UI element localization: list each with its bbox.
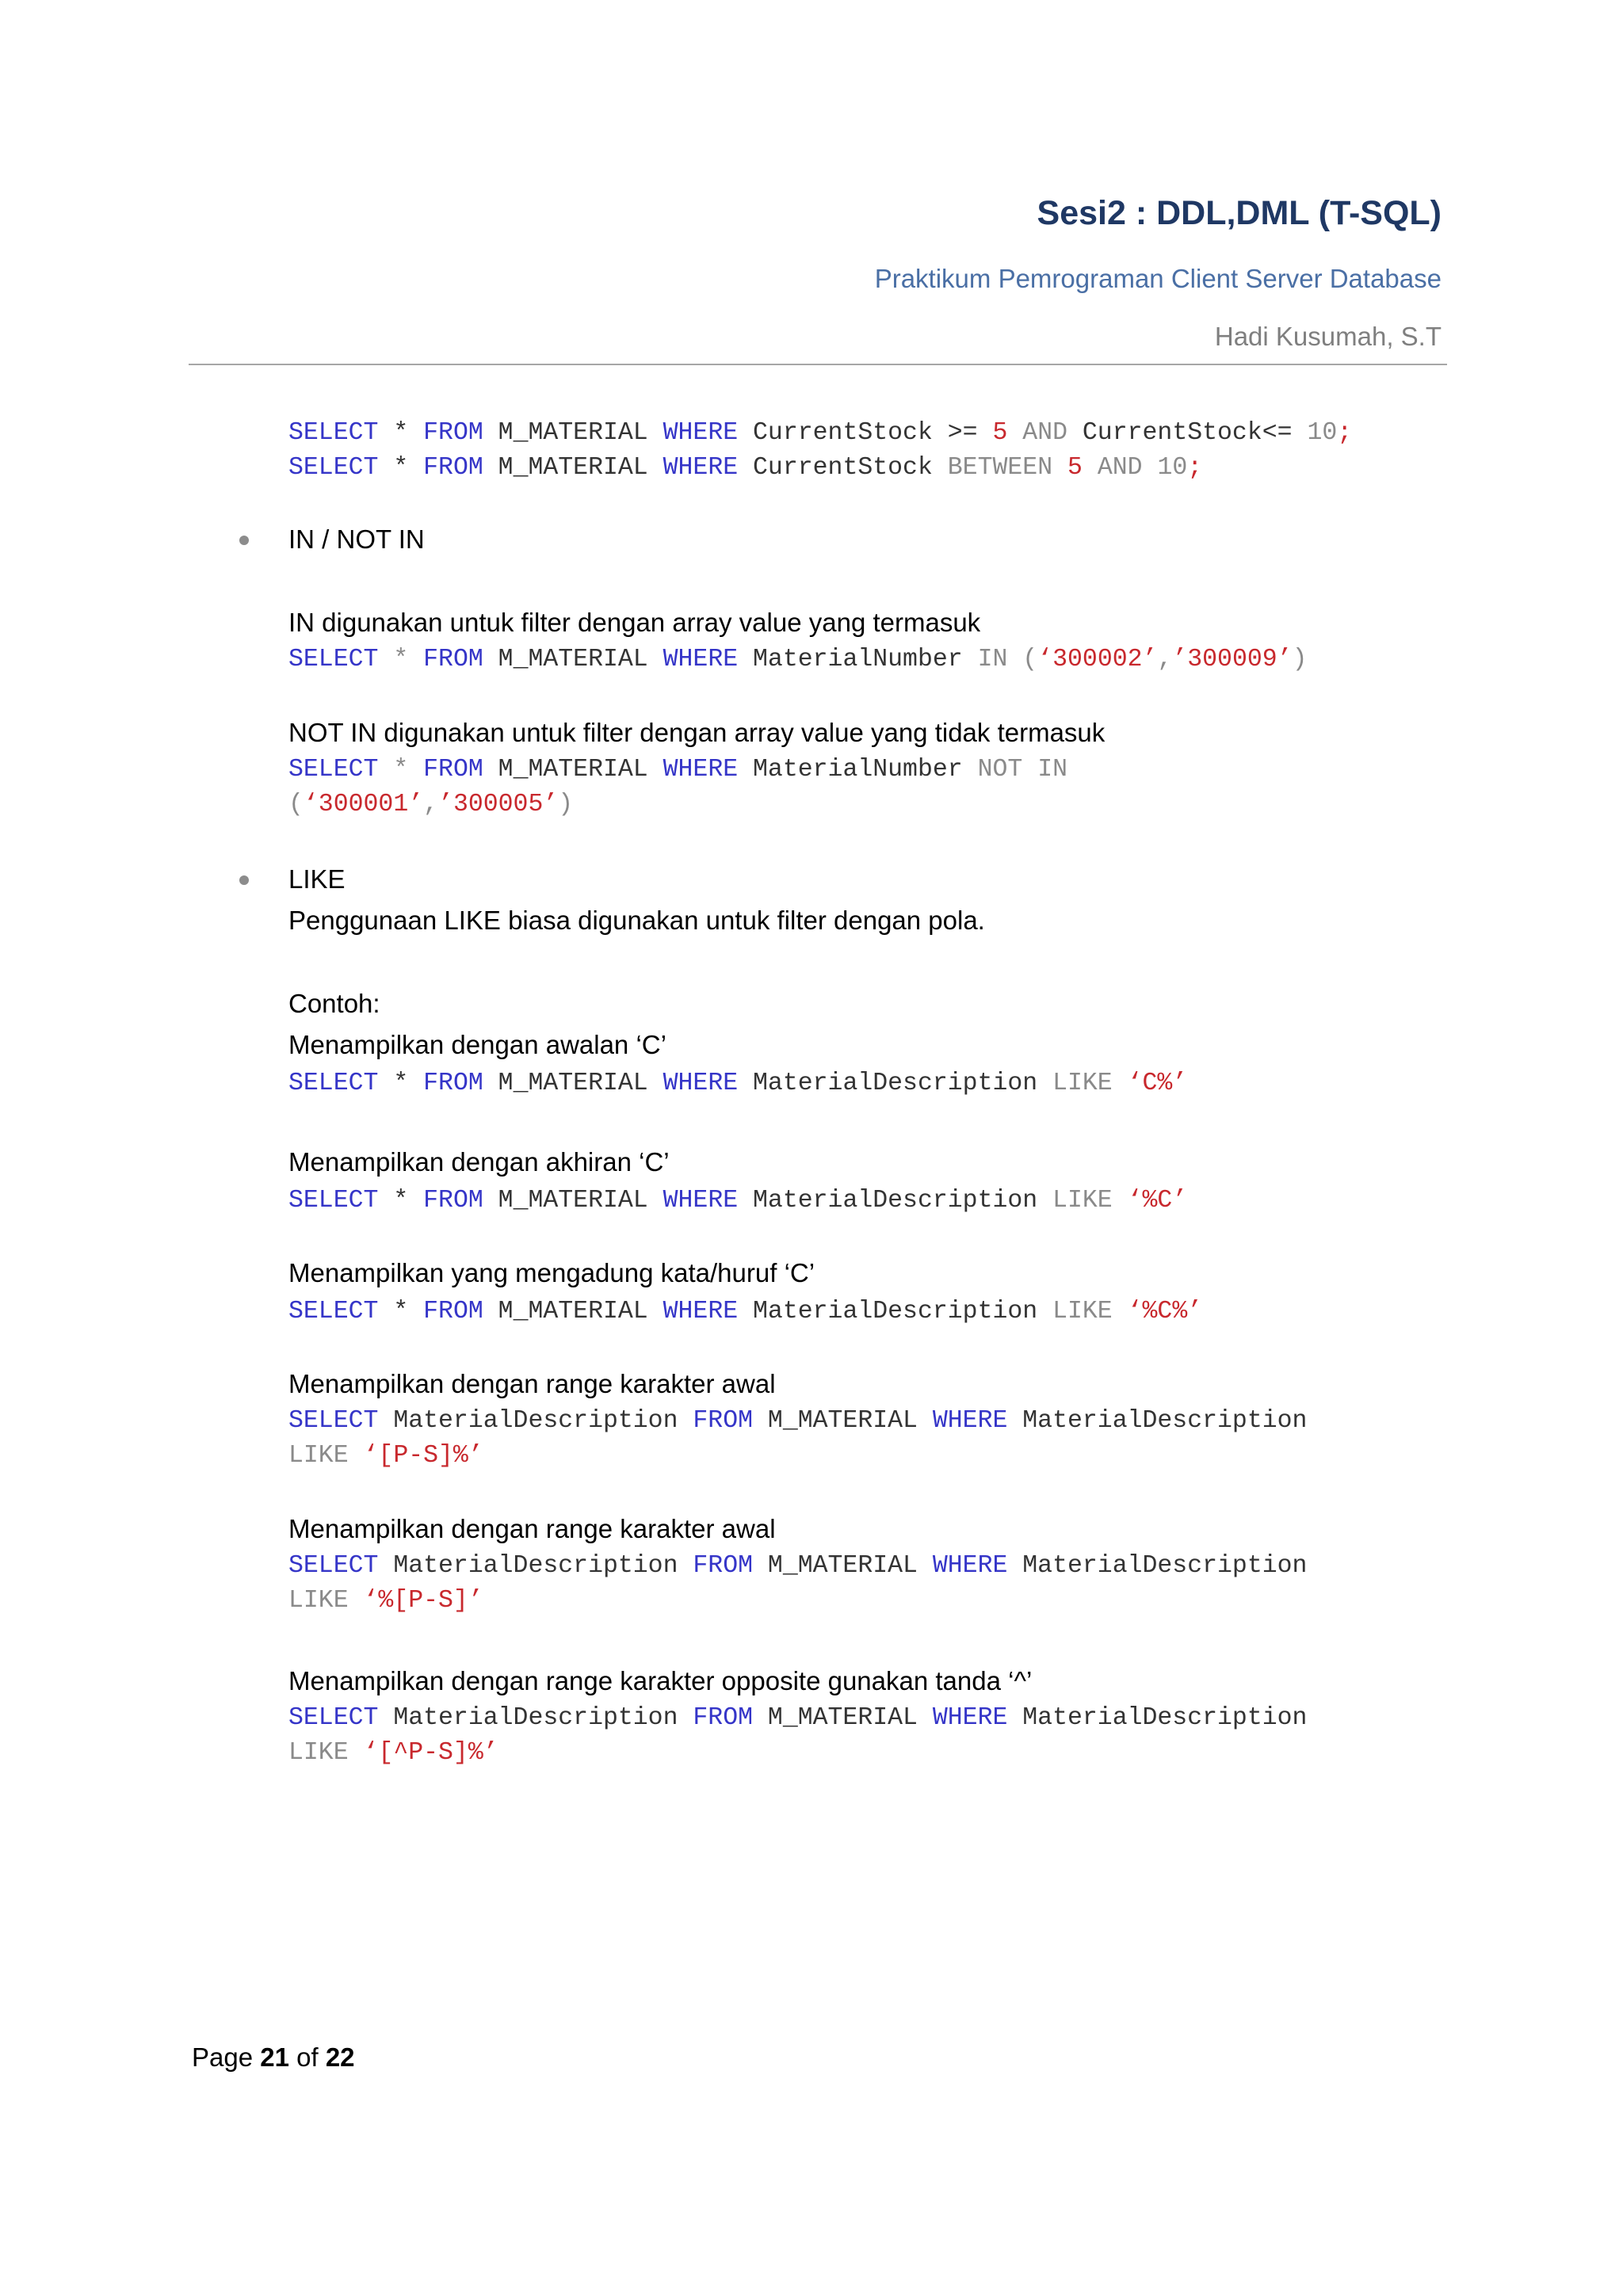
code-line [288, 416, 1352, 451]
code-line [288, 1584, 483, 1619]
code-token: MaterialNumber [738, 756, 978, 784]
code-token: FROM [423, 419, 483, 447]
code-token: WHERE [663, 419, 739, 447]
page-number: 21 [260, 2042, 289, 2072]
code-token: MaterialDescription [1007, 1552, 1308, 1580]
code-token: ‘%C%’ [1127, 1298, 1203, 1325]
paragraph: Menampilkan dengan range karakter awal [288, 1514, 776, 1543]
code-token: * [378, 1070, 424, 1097]
code-token: MaterialDescription [738, 1187, 1053, 1215]
code-token: FROM [693, 1552, 754, 1580]
code-token: ‘300001’ [303, 791, 424, 818]
code-token: WHERE [663, 1070, 739, 1097]
code-token: FROM [693, 1407, 754, 1435]
code-token: ; [1337, 419, 1353, 447]
code-token: LIKE [1052, 1070, 1128, 1097]
code-token: * [378, 1187, 424, 1215]
code-line [288, 788, 573, 822]
code-token: FROM [423, 646, 483, 673]
code-token: M_MATERIAL [753, 1407, 933, 1435]
code-line [288, 1549, 1307, 1584]
code-token: CurrentStock >= [738, 419, 993, 447]
page-prefix: Page [192, 2042, 261, 2072]
code-token: SELECT [288, 1552, 379, 1580]
code-token: CurrentStock<= [1082, 419, 1308, 447]
code-token: SELECT [288, 1407, 379, 1435]
code-token: , [423, 791, 439, 818]
bullet-icon [239, 875, 249, 885]
code-token: SELECT [288, 756, 379, 784]
code-token: CurrentStock [738, 454, 948, 482]
code-token: * [378, 646, 424, 673]
code-line [288, 753, 1067, 788]
code-token: M_MATERIAL [483, 646, 663, 673]
code-line [288, 1439, 483, 1474]
code-line [288, 451, 1202, 486]
bullet-heading: IN / NOT IN [288, 524, 425, 554]
code-token: 5 [992, 419, 1008, 447]
code-token: MaterialDescription [1007, 1704, 1308, 1732]
page-total: 22 [325, 2042, 355, 2072]
code-token: ’300005’ [438, 791, 559, 818]
code-line [288, 1701, 1307, 1736]
code-token: WHERE [663, 756, 739, 784]
code-token: ; [1187, 454, 1203, 482]
code-token: ‘300002’ [1037, 646, 1158, 673]
code-token: LIKE [288, 1442, 364, 1470]
code-token: MaterialNumber [738, 646, 978, 673]
bullet-icon [239, 536, 249, 545]
code-token: WHERE [932, 1552, 1008, 1580]
code-line [288, 1404, 1307, 1439]
code-token: , [1157, 646, 1173, 673]
code-token: LIKE [1052, 1298, 1128, 1325]
paragraph: Menampilkan dengan range karakter opposite gunakan tanda ‘^’ [288, 1666, 1033, 1695]
code-token: MaterialDescription [1007, 1407, 1308, 1435]
code-token: ‘%C’ [1127, 1187, 1188, 1215]
document-title: Sesi2 : DDL,DML (T-SQL) [1037, 194, 1442, 232]
code-token: * [378, 454, 424, 482]
paragraph: Contoh: [288, 989, 380, 1018]
code-token: SELECT [288, 419, 379, 447]
code-token: SELECT [288, 1070, 379, 1097]
paragraph: NOT IN digunakan untuk filter dengan array value yang tidak termasuk [288, 718, 1106, 747]
code-token: 10 [1307, 419, 1338, 447]
code-token: * [378, 1298, 424, 1325]
code-line [288, 643, 1307, 677]
paragraph: Menampilkan dengan akhiran ‘C’ [288, 1147, 670, 1177]
code-token: AND [1007, 419, 1083, 447]
code-token: MaterialDescription [738, 1298, 1053, 1325]
code-token: WHERE [932, 1407, 1008, 1435]
code-token: WHERE [663, 646, 739, 673]
code-token: * [378, 756, 424, 784]
code-token: MaterialDescription [738, 1070, 1053, 1097]
code-token: IN ( [977, 646, 1038, 673]
code-token: ) [558, 791, 574, 818]
code-token: ( [288, 791, 304, 818]
paragraph: IN digunakan untuk filter dengan array value yang termasuk [288, 608, 981, 637]
code-token: MaterialDescription [378, 1552, 693, 1580]
paragraph: Menampilkan dengan range karakter awal [288, 1369, 776, 1398]
code-line [288, 1736, 498, 1771]
code-token: M_MATERIAL [483, 756, 663, 784]
code-token: 5 [1067, 454, 1083, 482]
paragraph: Penggunaan LIKE biasa digunakan untuk filter dengan pola. [288, 906, 985, 935]
page-footer [192, 2042, 355, 2073]
code-token: M_MATERIAL [753, 1552, 933, 1580]
code-token: 10 [1157, 454, 1188, 482]
code-token: ‘[^P-S]%’ [363, 1739, 498, 1767]
code-token: ’300009’ [1172, 646, 1293, 673]
code-token: M_MATERIAL [483, 1070, 663, 1097]
document-subtitle: Praktikum Pemrograman Client Server Database [874, 264, 1442, 293]
code-token: WHERE [932, 1704, 1008, 1732]
code-token: LIKE [288, 1739, 364, 1767]
code-line [288, 1184, 1187, 1219]
code-token: M_MATERIAL [483, 1187, 663, 1215]
code-token: LIKE [1052, 1187, 1128, 1215]
code-token: SELECT [288, 646, 379, 673]
code-token: SELECT [288, 1298, 379, 1325]
code-token: WHERE [663, 454, 739, 482]
code-token: M_MATERIAL [483, 454, 663, 482]
code-token: SELECT [288, 1187, 379, 1215]
code-token: WHERE [663, 1187, 739, 1215]
code-token: M_MATERIAL [753, 1704, 933, 1732]
code-token: FROM [423, 1070, 483, 1097]
code-token: LIKE [288, 1587, 364, 1615]
code-token: WHERE [663, 1298, 739, 1325]
code-token: ‘C%’ [1127, 1070, 1188, 1097]
code-token: AND [1082, 454, 1158, 482]
code-token: FROM [423, 756, 483, 784]
code-token: M_MATERIAL [483, 1298, 663, 1325]
code-token: MaterialDescription [378, 1407, 693, 1435]
page-of: of [288, 2042, 326, 2072]
code-token: M_MATERIAL [483, 419, 663, 447]
code-token: * [378, 419, 424, 447]
code-line [288, 1295, 1202, 1329]
bullet-heading: LIKE [288, 864, 346, 894]
code-token: SELECT [288, 1704, 379, 1732]
code-token: FROM [693, 1704, 754, 1732]
code-token: FROM [423, 1298, 483, 1325]
code-line [288, 1066, 1187, 1101]
code-token: BETWEEN [947, 454, 1068, 482]
code-token: NOT IN [977, 756, 1067, 784]
code-token: ‘[P-S]%’ [363, 1442, 483, 1470]
paragraph: Menampilkan yang mengadung kata/huruf ‘C’ [288, 1258, 815, 1287]
code-token: FROM [423, 1187, 483, 1215]
code-token: FROM [423, 454, 483, 482]
code-token: MaterialDescription [378, 1704, 693, 1732]
code-token: SELECT [288, 454, 379, 482]
document-author: Hadi Kusumah, S.T [1214, 322, 1442, 351]
code-token: ) [1292, 646, 1308, 673]
paragraph: Menampilkan dengan awalan ‘C’ [288, 1030, 666, 1059]
code-token: ‘%[P-S]’ [363, 1587, 483, 1615]
